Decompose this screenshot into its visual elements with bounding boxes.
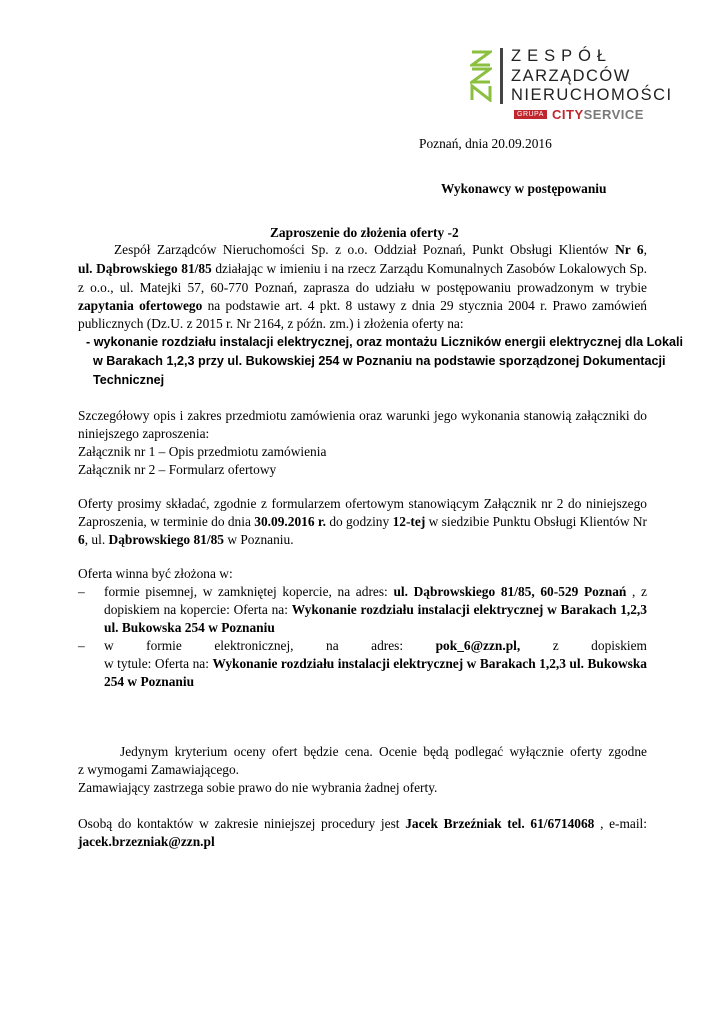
contact-l1d: , e-mail: <box>600 816 647 831</box>
attachment-2: Załącznik nr 2 – Formularz ofertowy <box>78 462 277 477</box>
zzn-logo-icon <box>470 50 492 102</box>
deadline-l3a: 6 <box>78 532 85 547</box>
intro-l4b: na podstawie art. 4 pkt. 8 ustawy z dnia 29 stycznia 2004 r. Prawo zamówień <box>207 298 647 313</box>
form-i2b: formie <box>146 638 182 653</box>
deadline-hour: 12-tej <box>392 514 426 529</box>
deadline-line-3 <box>78 532 294 548</box>
form-i2g: z <box>552 638 559 653</box>
form-i1b: ul. Dąbrowskiego 81/85, 60-529 Poznań <box>393 584 627 599</box>
intro-line-4 <box>78 298 647 314</box>
intro-l1c: , <box>643 242 647 257</box>
cityservice-logo <box>552 107 644 122</box>
form-i2c: elektronicznej, <box>214 638 294 653</box>
form-email: pok_6@zzn.pl, <box>435 638 521 653</box>
form-i1a: formie pisemnej, w zamkniętej kopercie, na adres: <box>104 584 388 599</box>
deadline-l3b: , ul. <box>84 532 106 547</box>
intro-l2b: działając w imieniu i na rzecz Zarządu Komunalnych Zasobów Lokalowych Sp. <box>215 261 647 276</box>
form-i2d: na <box>326 638 339 653</box>
contact-line-2 <box>78 834 215 850</box>
subject-line-2: w Barakach 1,2,3 przy ul. Bukowskiej 254 w Poznaniu na podstawie sporządzonej Dokumentacji <box>93 354 666 368</box>
deadline-l2e: w siedzibie Punktu Obsługi Klientów Nr <box>428 514 647 529</box>
logo-divider <box>500 48 503 104</box>
details-line-1: Szczegółowy opis i zakres przedmiotu zamówienia oraz warunki jego wykonania stanowią załączniki do <box>78 408 647 423</box>
company-logo-text <box>511 47 673 106</box>
form-item-1-line-2 <box>104 602 647 618</box>
contact-email: jacek.brzezniak@zzn.pl <box>78 834 215 849</box>
logo-line-3: NIERUCHOMOŚCI <box>511 86 673 104</box>
addressee-text: Wykonawcy w postępowaniu <box>441 181 607 196</box>
form-i2e: adres: <box>371 638 404 653</box>
form-heading: Oferta winna być złożona w: <box>78 566 233 581</box>
intro-line-1 <box>78 242 647 258</box>
contact-phone: tel. 61/6714068 <box>507 816 595 831</box>
form-i2i: w tytule: Oferta na: <box>104 656 209 671</box>
criteria-line-2: z wymogami Zamawiającego. <box>78 762 239 777</box>
form-item-2-line-3 <box>104 674 194 690</box>
service-text: SERVICE <box>583 107 644 122</box>
form-item-2-line-2 <box>104 656 647 672</box>
form-i2j: Wykonanie rozdziału instalacji elektrycznej w Barakach 1,2,3 ul. Bukowska <box>212 656 647 671</box>
criteria-l1: Jedynym kryterium oceny ofert będzie cena. Ocenie będą podlegać wyłącznie oferty zgodne <box>120 744 647 759</box>
city-text: CITY <box>552 107 584 122</box>
deadline-line-1: Oferty prosimy składać, zgodnie z formularzem ofertowym stanowiącym Załącznik nr 2 do niniejszego <box>78 496 647 511</box>
criteria-line-3: Zamawiający zastrzega sobie prawo do nie wybrania żadnej oferty. <box>78 780 438 795</box>
intro-l2a: ul. Dąbrowskiego 81/85 <box>78 261 212 276</box>
intro-l1a: Zespół Zarządców Nieruchomości Sp. z o.o. Oddział Poznań, Punkt Obsługi Klientów <box>114 242 609 257</box>
form-i1c: , z <box>632 584 647 599</box>
dash-2: – <box>78 638 85 653</box>
deadline-line-2 <box>78 514 647 530</box>
deadline-l2a: Zaproszenia, w terminie do dnia <box>78 514 251 529</box>
grupa-badge: GRUPA <box>514 110 547 119</box>
deadline-l3d: w Poznaniu. <box>227 532 294 547</box>
form-item-1-line-1 <box>104 584 647 600</box>
contact-l1a: Osobą do kontaktów w zakresie niniejszej procedury jest <box>78 816 400 831</box>
contact-name: Jacek Brzeźniak <box>405 816 502 831</box>
contact-line-1 <box>78 816 647 832</box>
intro-line-2 <box>78 261 647 277</box>
subject-line-1: - wykonanie rozdziału instalacji elektrycznej, oraz montażu Liczników energii elektrycznej dla Lokali <box>86 335 683 349</box>
form-i2k: 254 w Poznaniu <box>104 674 195 689</box>
intro-line-3: z o.o., ul. Matejki 57, 60-770 Poznań, zaprasza do udziału w postępowaniu prowadzonym w trybie <box>78 280 647 295</box>
document-title <box>270 225 459 241</box>
form-i2h: dopiskiem <box>591 638 647 653</box>
form-item-2-line-1 <box>104 638 647 654</box>
form-i1d: dopiskiem na kopercie: Oferta na: <box>104 602 288 617</box>
deadline-l2c: do godziny <box>329 514 390 529</box>
place-date: Poznań, dnia 20.09.2016 <box>419 136 552 151</box>
addressee <box>441 181 606 197</box>
intro-l4a: zapytania ofertowego <box>78 298 203 313</box>
criteria-line-1 <box>78 744 647 760</box>
intro-line-5: publicznych (Dz.U. z 2015 r. Nr 2164, z późn. zm.) i złożenia oferty na: <box>78 316 464 331</box>
deadline-date: 30.09.2016 r. <box>254 514 326 529</box>
form-i1e: Wykonanie rozdziału instalacji elektrycznej w Barakach 1,2,3 <box>291 602 647 617</box>
subject-line-3: Technicznej <box>93 373 165 387</box>
intro-l1b: Nr 6 <box>615 242 644 257</box>
title-text: Zaproszenie do złożenia oferty -2 <box>270 225 459 240</box>
logo-line-1: ZESPÓŁ <box>511 47 613 65</box>
dash-1: – <box>78 584 85 599</box>
details-line-2: niniejszego zaproszenia: <box>78 426 210 441</box>
attachment-1: Załącznik nr 1 – Opis przedmiotu zamówienia <box>78 444 327 459</box>
deadline-l3c: Dąbrowskiego 81/85 <box>108 532 224 547</box>
form-item-1-line-3 <box>104 620 275 636</box>
form-i2a: w <box>104 638 114 653</box>
form-i1f: ul. Bukowska 254 w Poznaniu <box>104 620 275 635</box>
logo-line-2: ZARZĄDCÓW <box>511 66 631 85</box>
